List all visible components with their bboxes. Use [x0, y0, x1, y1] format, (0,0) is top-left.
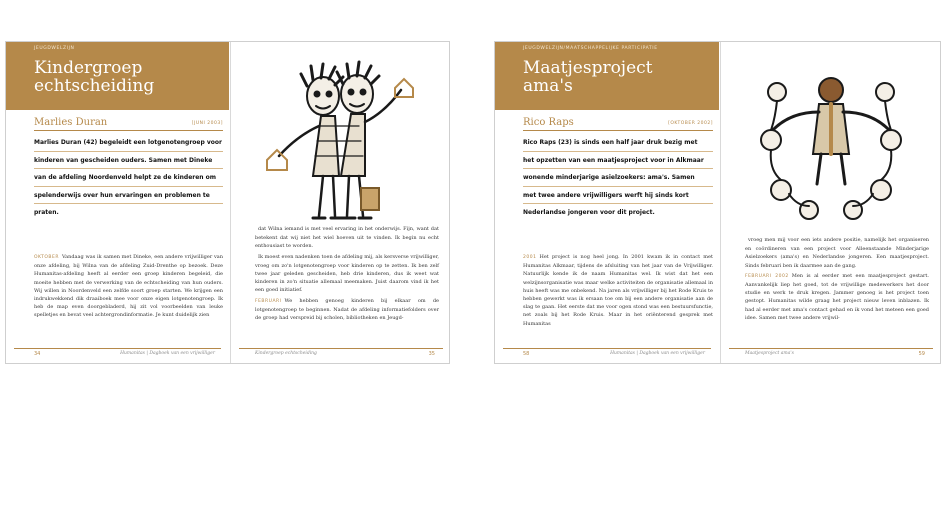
intro-block	[34, 134, 223, 222]
footer-rule	[503, 348, 711, 349]
book-spread-maatjesproject	[494, 41, 941, 364]
section-kicker: JEUGDWELZIJN/MAATSCHAPPELIJKE PARTICIPATIE	[523, 46, 658, 51]
intro-line: praten.	[34, 209, 59, 216]
body-paragraph	[745, 236, 929, 270]
chapter-banner	[495, 42, 719, 110]
author-name: Rico Raps	[523, 117, 574, 128]
chapter-banner	[6, 42, 229, 110]
page-footer	[503, 348, 711, 357]
intro-line: kinderen van gescheiden ouders. Samen met Dineke	[34, 152, 223, 170]
paragraph-lead: FEBRUARI	[255, 298, 282, 304]
paragraph-text: Vandaag was ik samen met Dineke, een andere vrijwilliger van onze afdeling, bij Wilna van de afdeling Zuid-Drenthe op bezoek. Deze Humanitas-afdeling heeft al eerder een groep kinderen begeleid, die moeite hebben met de verwerking van de echtscheiding van hun ouders. Wij willen in Noordenveld een zelfde soort groep starten. We krijgen een indrukwekkend dik draaiboek mee voor onze eigen lotgenotengroep. Ik heb de map even doorgebladerd, hij zit vol voorbeelden van leuke spelletjes en bevat veel achtergrondinformatie. Je kunt duidelijk zien	[34, 254, 223, 319]
chapter-title-line: ama's	[523, 76, 573, 96]
body-column	[523, 253, 713, 330]
entry-date: [OKTOBER 2002]	[668, 121, 713, 126]
running-title: Maatjesproject ama's	[745, 351, 794, 356]
byline	[34, 117, 223, 131]
page-footer	[14, 348, 221, 357]
page-number: 35	[428, 351, 435, 357]
body-paragraph	[523, 253, 713, 328]
entry-date: [JUNI 2003]	[191, 121, 223, 126]
running-title: Humanitas | Dagboek van een vrijwilliger	[610, 351, 705, 356]
chapter-title-line: Maatjesproject	[523, 58, 653, 78]
body-paragraph	[745, 272, 929, 322]
page-footer	[729, 348, 933, 357]
book-spread-kindergroep	[5, 41, 450, 364]
page-35	[230, 42, 451, 363]
footer-rule	[239, 348, 443, 349]
running-title: Kindergroep echtscheiding	[255, 351, 317, 356]
intro-line: Marlies Duran (42) begeleidt een lotgenotengroep voor	[34, 134, 223, 152]
body-paragraph	[255, 297, 439, 323]
byline	[523, 117, 713, 131]
paragraph-text: vroeg men mij voor een iets andere positie, namelijk het organiseren en coördineren van een project voor Alleenstaande Minderjarige Asielzoekers (ama's) en Nederlandse jongeren. Een maatjesproject. Sinds februari ben ik daarmee aan de gang.	[745, 237, 929, 269]
footer-rule	[14, 348, 221, 349]
page-number: 34	[34, 351, 41, 357]
page-number: 58	[523, 351, 530, 357]
intro-line: Nederlandse jongeren voor dit project.	[523, 209, 655, 216]
paragraph-text: dat Wilna iemand is met veel ervaring in het onderwijs. Fijn, want dat betekent dat wij niet het wiel hoeven uit te vinden. Ik begin nu echt enthousiast te worden.	[255, 226, 439, 250]
paragraph-text: Men is al eerder met een maatjesproject gestart. Aanvankelijk liep het goed, tot de vrijwillige medewerkers het door studie en werk te druk kregen. Jammer genoeg is het project toen gestopt. Humanitas wilde graag het project nieuw leven inblazen. Ik had al eerder met ama's contact gehad en ik vond het meteen een goed idee. Samen met twee andere vrijwil-	[745, 272, 929, 321]
intro-line: spelenderwijs over hun ervaringen en problemen te	[34, 187, 223, 205]
page-58	[495, 42, 719, 363]
body-paragraph	[34, 253, 223, 320]
intro-block	[523, 134, 713, 222]
paragraph-text: Het project is nog heel jong. In 2001 kwam ik in contact met Humanitas Alkmaar, tijdens de afsluiting van het jaar van de Vrijwilliger. Natuurlijk kende ik de naam Humanitas wel. Ik wist dat het een welzijnsorganisatie was maar welke activiteiten de organisatie allemaal in huis heeft was me onbekend. Na jaren als vrijwilliger bij het Rode Kruis te hebben gewerkt was ik ersaan toe om bij een andere organisatie aan de slag te gaan. Het eerste dat me voor ogen stond was een bestuursfunctie, net zoals bij het Rode Kruis. Maar in het oriënterend gesprek met Humanitas	[523, 254, 713, 327]
paragraph-text: We hebben genoeg kinderen bij elkaar om de lotgenotengroep te beginnen. Nadat de afdeling informatiefolders over de groep had verspreid bij scholen, bibliotheken en Jeugd-	[255, 297, 439, 322]
paragraph-lead: FEBRUARI 2002	[745, 273, 789, 279]
page-number: 59	[918, 351, 925, 357]
intro-line: van de afdeling Noordenveld helpt ze de kinderen om	[34, 169, 223, 187]
running-title: Humanitas | Dagboek van een vrijwilliger	[120, 351, 215, 356]
chapter-title-line: echtscheiding	[34, 76, 155, 96]
page-footer	[239, 348, 443, 357]
chapter-title	[34, 59, 223, 95]
intro-line: het opzetten van een maatjesproject voor in Alkmaar	[523, 152, 713, 170]
body-paragraph	[255, 253, 439, 295]
body-column	[745, 236, 929, 324]
body-column	[255, 225, 439, 324]
paragraph-lead: OKTOBER	[34, 255, 59, 260]
chapter-title-line: Kindergroep	[34, 58, 143, 78]
section-kicker: JEUGDWELZIJN	[34, 46, 75, 51]
intro-line: wonende minderjarige asielzoekers: ama's. Samen	[523, 169, 713, 187]
paragraph-text: Ik moest even nadenken toen de afdeling mij, als kersverse vrijwilliger, vroeg om zo'n lotgenotengroep voor kinderen op te zetten. Ik ben zelf twee jaar geleden gescheiden, heb drie kinderen, dus ik weet wat kinderen in zo'n situatie allemaal meemaken. Juist daarom vind ik het een goed initiatief.	[255, 253, 439, 294]
body-column	[34, 253, 223, 322]
intro-line: met twee andere vrijwilligers werft hij sinds kort	[523, 187, 713, 205]
two-children-drawing-icon	[261, 56, 421, 231]
page-34	[6, 42, 229, 363]
paragraph-lead: 2001	[523, 255, 537, 260]
ring-of-people-drawing-icon	[751, 62, 911, 222]
footer-rule	[729, 348, 933, 349]
page-59	[720, 42, 941, 363]
chapter-title	[523, 59, 713, 95]
author-name: Marlies Duran	[34, 117, 108, 128]
intro-line: Rico Raps (23) is sinds een half jaar druk bezig met	[523, 134, 713, 152]
body-paragraph	[255, 225, 439, 251]
